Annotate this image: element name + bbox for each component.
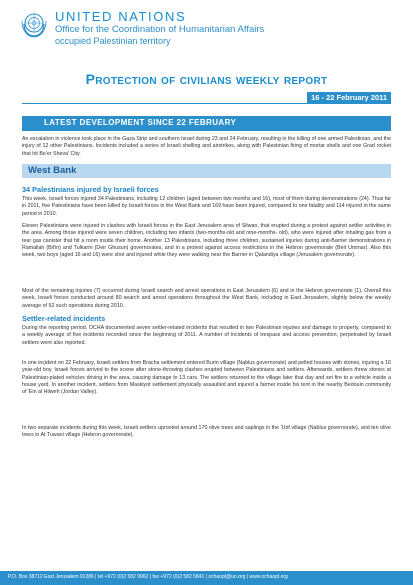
office-name: Office for the Coordination of Humanitarian Affairs — [55, 24, 265, 35]
report-title: Protection of civilians weekly report — [85, 71, 328, 87]
settler-subheading: Settler-related incidents — [22, 314, 106, 323]
west-bank-title: West Bank — [28, 165, 77, 176]
injuries-paragraph-3: Most of the remaining injuries (7) occurred during Israeli search and arrest operations in East Jerusalem (6) and in the Hebron governorate (1). Overall this week, Israeli forces conducted around 80 search and arrest operations throughout the West Bank, including in East Jerusalem, slightly below the weekly average of 92 such operations during 2010. — [22, 288, 391, 309]
west-bank-bar — [22, 164, 391, 178]
report-dates: 16 - 22 February 2011 — [307, 92, 391, 103]
report-header — [0, 0, 413, 62]
settler-paragraph-3: In two separate incidents during this week, Israeli settlers uprooted around 170 olive trees and saplings in the 'Urif village (Nablus governorate), and ten olive trees in At Tuwani village (Hebron governorate). — [22, 425, 391, 439]
org-name: UNITED NATIONS — [55, 9, 187, 24]
territory-name: occupied Palestinian territory — [55, 36, 171, 46]
un-emblem-icon — [20, 10, 48, 38]
settler-paragraph-2: In one incident on 22 February, Israeli settlers from Bracha settlement entered Burin village (Nablus governorate) and pelted houses with stones, injuring a 16 year-old boy. Israeli forces arrived to the scene after stone-throwing clashes erupted between Palestinians and settlers. Afterwards, settlers threw stones at Palestinian-plated vehicles driving in the area, causing damage to 13 cars. The settlers returned to the village later that day and set fire to a vehicle inside a house yard. In another incident, settlers from Maskiyot settlement physically assaulted and injured a farmer inside his tent in the nearby Bedouin community of 'Ein al Hilweh (Jordan Valley). — [22, 360, 391, 396]
title-rule — [22, 103, 391, 104]
injuries-paragraph-2: Eleven Palestinians were injured in clashes with Israeli forces in the East Jerusalem area of Silwan, that erupted during a protest against settler activities in the area. Among those injured were seven children, including two infants (two-months-old and nine-months- old), who were injured after inhaling gas from a tear gas canister that hit a room inside their home. Another 13 Palestinians, including three children, sustained injuries during anti-Barrier demonstrations in Ramallah (Bil'in) and Tulkarm (Deir Ghusun) governorates, and in a protest against access restrictions in the Hebron governorate (Beit Ummar). Also this week, two boys (aged 16 and 16) were shot and injured while they were walking near the Barrier in Qalandiya village (Jerusalem governorate). — [22, 223, 391, 259]
contact-details: P.O. Box 38712 East Jerusalem 91386 | tel +972 (0)2 582 9962 | fax +972 (0)2 582 5841 | ochaopt@un.org | www.ochaopt.org — [8, 574, 288, 580]
injuries-subheading: 34 Palestinians injured by Israeli forces — [22, 185, 159, 194]
settler-paragraph-1: During the reporting period, OCHA documented seven settler-related incidents that resulted in two Palestinian injuries and damage to property, compared to a weekly average of five incidents recorded since the beginning of 2011. A number of incidents of trespass and access prevention, perpetrated by Israeli settlers were also reported. — [22, 325, 391, 346]
injuries-paragraph-1: This week, Israeli forces injured 34 Palestinians, including 12 children (aged between two months and 16), most of them during demonstrations (24). Thus far in 2011, five Palestinians have been killed by Israeli forces in the West Bank and 169 have been injured, compared to one fatality and 114 injured in the same period in 2010. — [22, 196, 391, 217]
latest-development-heading: LATEST DEVELOPMENT SINCE 22 FEBRUARY — [44, 118, 237, 127]
latest-development-text: An escalation in violence took place in the Gaza Strip and southern Israel during 23 and 24 February, resulting in the killing of one armed Palestinian, and the injury of 12 other Palestinians. Incidents included a series of Israeli shelling and airstrikes, along with Palestinian firing of mortar shells and one Grad rocket that hit Be'er Sheva' City. — [22, 136, 391, 157]
